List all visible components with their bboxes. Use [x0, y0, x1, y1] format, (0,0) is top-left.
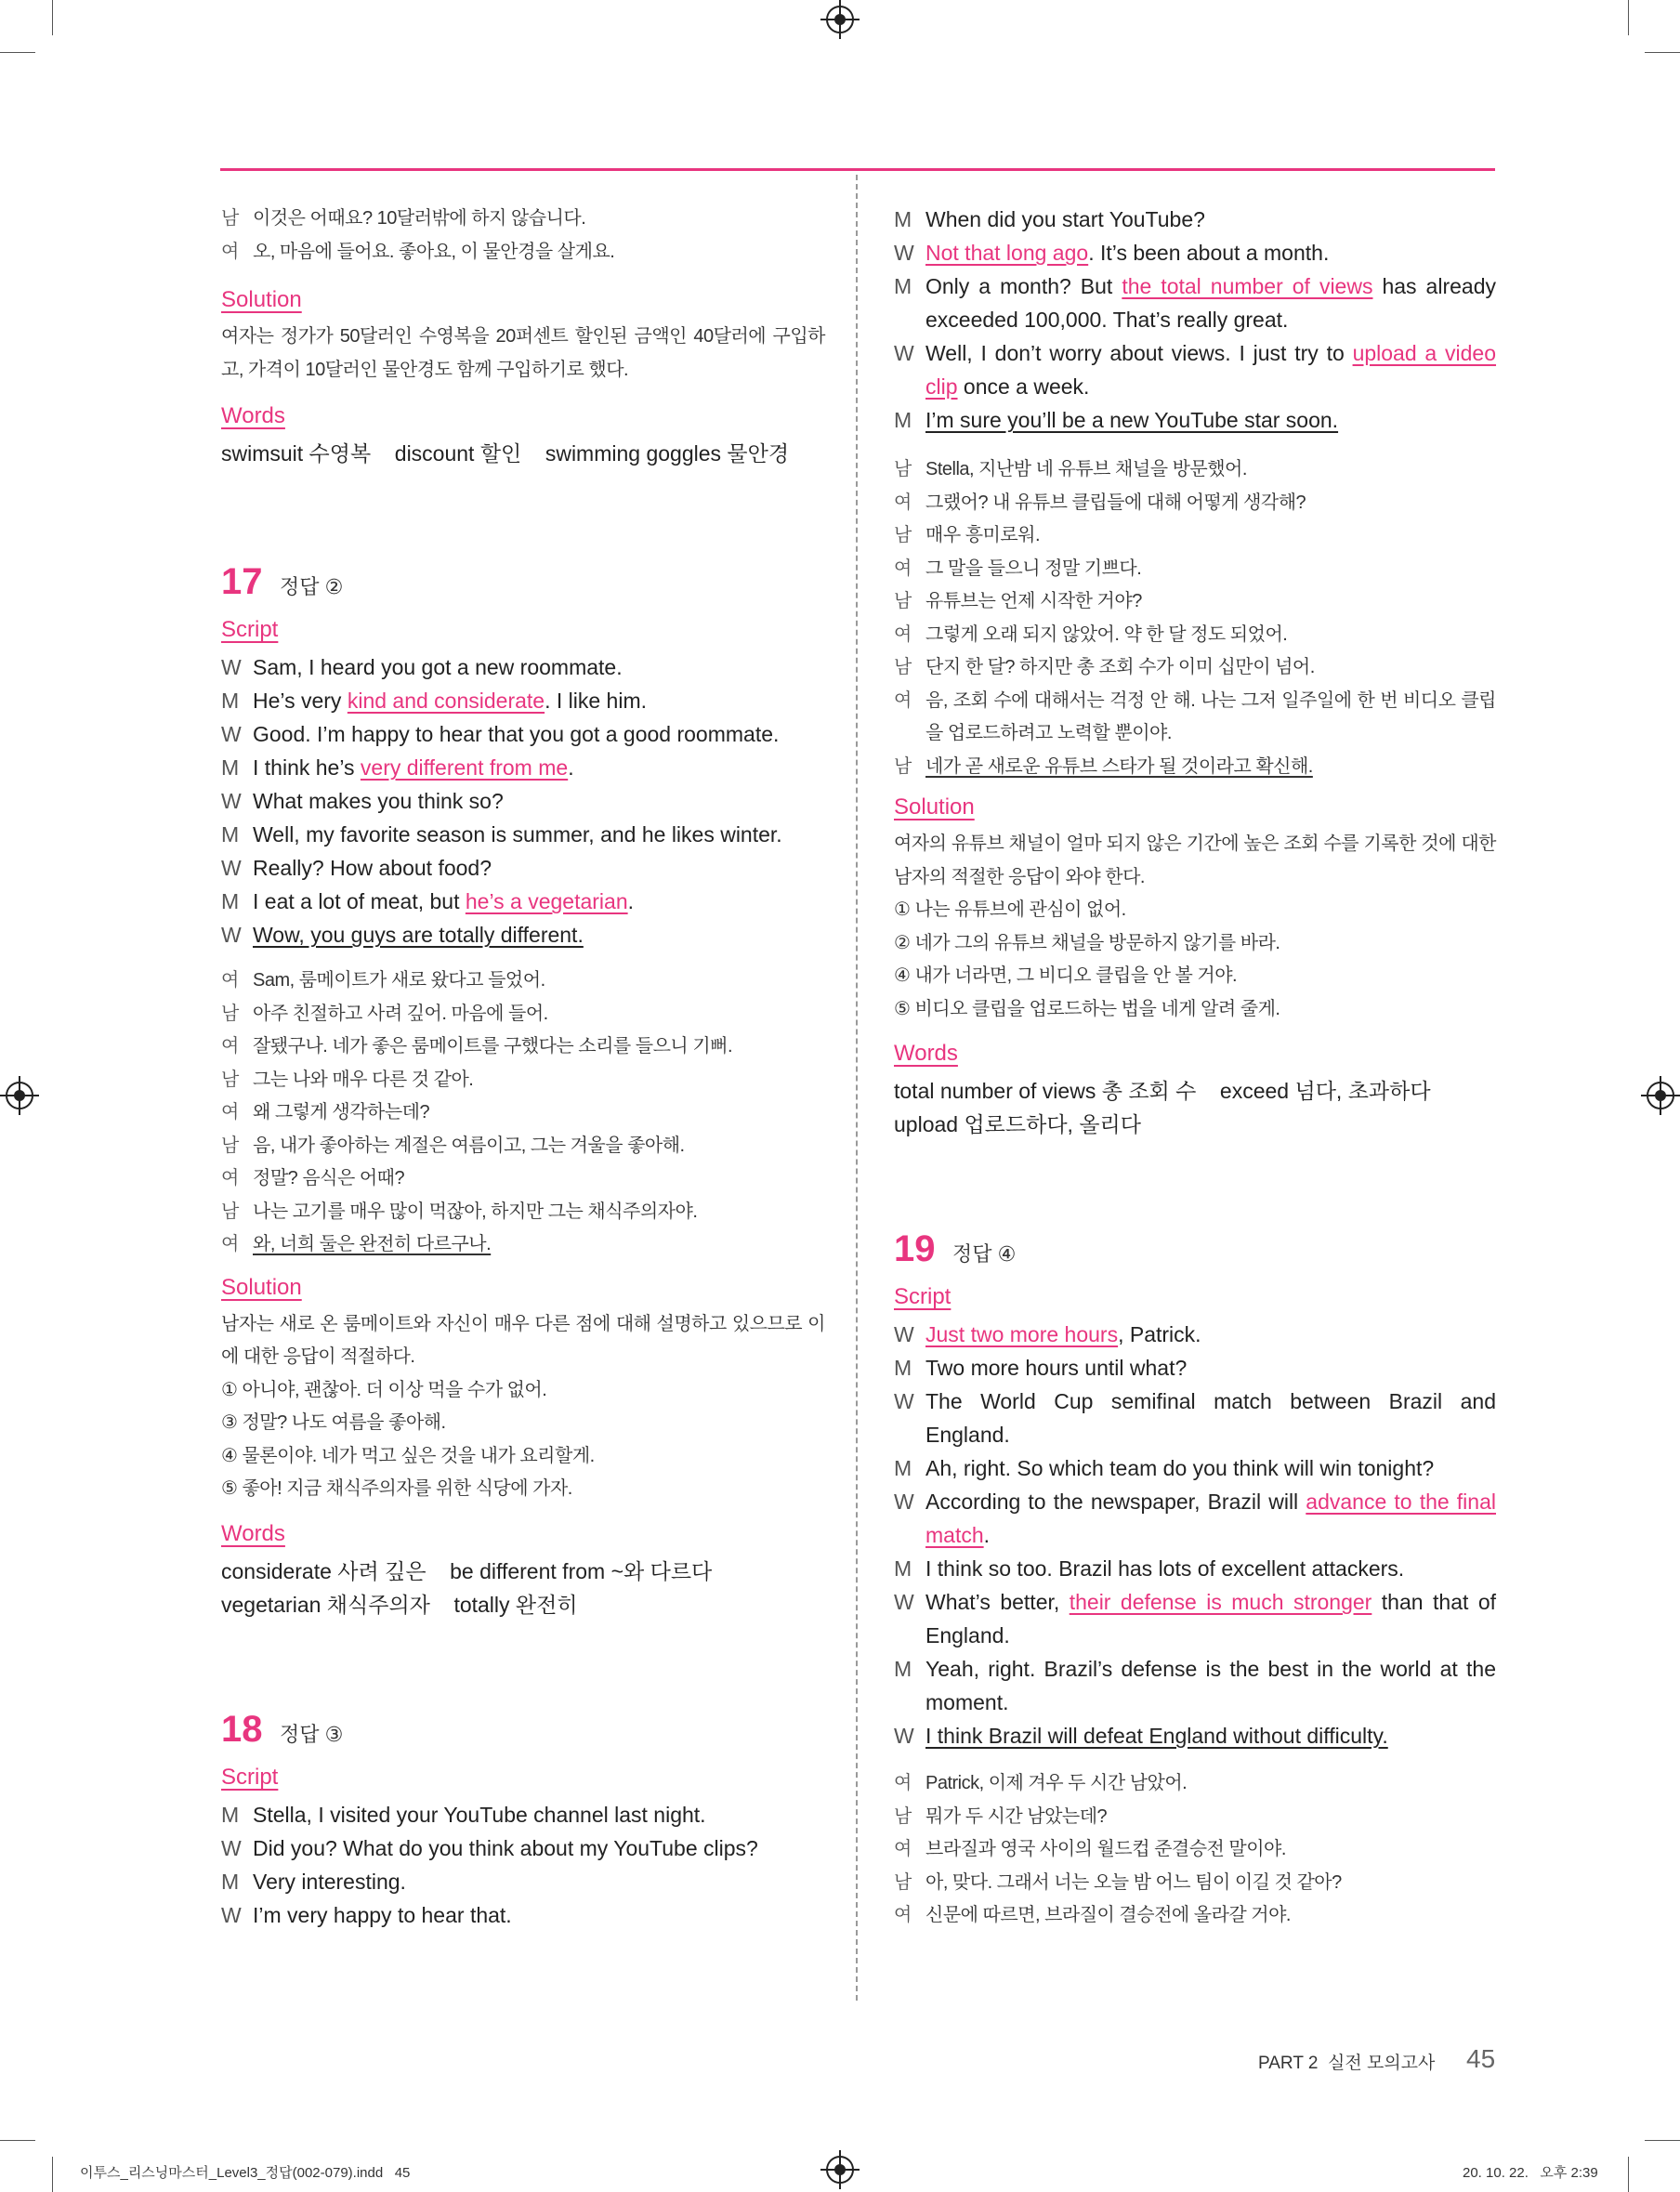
option-line: ① 아니야, 괜찮아. 더 이상 먹을 수가 없어. [221, 1379, 547, 1400]
script-line: W I’m very happy to hear that. [221, 1902, 512, 1927]
script-answer-line: M I’m sure you’ll be a new YouTube star soon. [894, 408, 1339, 432]
key-phrase: Not that long ago [925, 241, 1089, 265]
key-phrase: very different from me [360, 755, 569, 780]
registration-mark-icon [826, 6, 854, 33]
script-line: W Really? How about food? [221, 856, 492, 880]
script-line: M Well, my favorite season is summer, and he likes winter. [221, 822, 782, 847]
crop-mark [0, 52, 35, 53]
option-line: ⑤ 좋아! 지금 채식주의자를 위한 식당에 가자. [221, 1478, 572, 1499]
answer-label: 정답 ③ [280, 1722, 344, 1746]
q16-korean-tail [221, 203, 825, 269]
words-heading: Words [221, 1520, 285, 1546]
option-line: ⑤ 비디오 클립을 업로드하는 법을 네게 알려 줄게. [894, 998, 1280, 1019]
words-list: considerate 사려 깊은 be different from ~와 다르다 [221, 1558, 713, 1583]
script-line: M I think he’s very different from me. [221, 755, 574, 780]
words-list: swimsuit 수영복 discount 할인 swimming goggles 물안경 [221, 441, 790, 466]
korean-line: 남 이것은 어때요? 10달러밖에 하지 않습니다. [221, 208, 586, 229]
korean-line: 여 Patrick, 이제 겨우 두 시간 남았어. [894, 1773, 1188, 1793]
korean-line: 남 아주 친절하고 사려 깊어. 마음에 들어. [221, 1003, 548, 1024]
question-number: 19 [894, 1228, 936, 1269]
words-list: upload 업로드하다, 올리다 [894, 1112, 1141, 1136]
header-rule [220, 168, 1495, 171]
script-line: W Not that long ago. It’s been about a month. [894, 241, 1330, 265]
script-line: W What makes you think so? [221, 789, 504, 813]
words-list: vegetarian 채식주의자 totally 완전히 [221, 1592, 578, 1617]
script-line: M Stella, I visited your YouTube channel last night. [221, 1802, 706, 1827]
key-phrase: the total number of views [1122, 274, 1373, 298]
crop-mark [52, 2157, 53, 2192]
solution-heading: Solution [221, 287, 302, 312]
korean-line: 남 매우 흥미로워. [894, 525, 1041, 545]
korean-line: 남 단지 한 달? 하지만 총 조회 수가 이미 십만이 넘어. [894, 657, 1315, 677]
script-line: M He’s very kind and considerate. I like him. [221, 689, 648, 713]
script-line: M Yeah, right. Brazil’s defense is the best in the world at the moment. [894, 1657, 1496, 1714]
question-17-header [221, 561, 825, 613]
key-phrase: upload a video clip [925, 341, 1497, 399]
korean-line: 여 브라질과 영국 사이의 월드컵 준결승전 말이야. [894, 1839, 1286, 1859]
script-line: M Two more hours until what? [894, 1356, 1188, 1380]
registration-mark-icon [6, 1082, 33, 1109]
korean-line: 여 왜 그렇게 생각하는데? [221, 1102, 430, 1122]
question-number: 18 [221, 1708, 263, 1750]
question-18-header [221, 1709, 825, 1761]
question-19-header [894, 1228, 1496, 1280]
korean-line: 여 음, 조회 수에 대해서는 걱정 안 해. 나는 그저 일주일에 한 번 비디오 클립을 업로드하려고 노력할 뿐이야. [894, 689, 1496, 743]
q17-script [221, 650, 825, 952]
option-line: ① 나는 유튜브에 관심이 없어. [894, 899, 1126, 920]
page-number: 45 [1466, 2044, 1496, 2073]
korean-line: 남 유튜브는 언제 시작한 거야? [894, 591, 1142, 611]
korean-answer-line: 남 네가 곧 새로운 유튜브 스타가 될 것이라고 확신해. [894, 755, 1313, 777]
crop-mark [1645, 2140, 1680, 2141]
key-phrase: he’s a vegetarian [465, 889, 628, 913]
right-column [894, 203, 1496, 1933]
korean-line: 여 그렇게 오래 되지 않았어. 약 한 달 정도 되었어. [894, 623, 1288, 645]
korean-line: 남 나는 고기를 매우 많이 먹잖아, 하지만 그는 채식주의자야. [221, 1201, 698, 1222]
solution-text: 남자는 새로 온 룸메이트와 자신이 매우 다른 점에 대해 설명하고 있으므로 이에 대한 응답이 적절하다. [221, 1313, 825, 1367]
korean-line: 여 잘됐구나. 네가 좋은 룸메이트를 구했다는 소리를 들으니 기뻐. [221, 1036, 733, 1057]
key-phrase: advance to the final match [925, 1490, 1496, 1547]
q17-korean [221, 965, 825, 1262]
words-heading: Words [894, 1041, 958, 1066]
crop-mark [1645, 52, 1680, 53]
key-phrase: their defense is much stronger [1069, 1590, 1372, 1614]
option-line: ② 네가 그의 유튜브 채널을 방문하지 않기를 바라. [894, 932, 1280, 953]
script-line: W According to the newspaper, Brazil will advance to the final match. [894, 1490, 1496, 1547]
korean-line: 여 신문에 따르면, 브라질이 결승전에 올라갈 거야. [894, 1905, 1291, 1925]
q18-script-continued [894, 203, 1496, 437]
script-line: M I eat a lot of meat, but he’s a vegetarian. [221, 889, 635, 913]
script-line: M Only a month? But the total number of views has already exceeded 100,000. That’s really great. [894, 274, 1496, 332]
korean-line: 여 그 말을 들으니 정말 기쁘다. [894, 558, 1142, 579]
crop-mark [0, 2140, 35, 2141]
registration-mark-icon [826, 2156, 854, 2184]
print-slug-file: 이투스_리스닝마스터_Level3_정답(002-079).indd 45 [80, 2165, 411, 2181]
script-line: M Ah, right. So which team do you think will win tonight? [894, 1456, 1435, 1480]
script-heading: Script [894, 1284, 952, 1309]
korean-line: 남 그는 나와 매우 다른 것 같아. [221, 1069, 474, 1090]
korean-line: 남 아, 맞다. 그래서 너는 오늘 밤 어느 팀이 이길 것 같아? [894, 1871, 1342, 1893]
script-line: W Just two more hours, Patrick. [894, 1322, 1201, 1346]
column-divider [856, 175, 858, 2001]
answer-label: 정답 ④ [952, 1242, 1017, 1266]
solution-heading: Solution [221, 1274, 302, 1300]
script-line: W Did you? What do you think about my YouTube clips? [221, 1835, 758, 1860]
script-line: W Sam, I heard you got a new roommate. [221, 655, 623, 679]
script-line: W Good. I’m happy to hear that you got a good roommate. [221, 722, 780, 746]
crop-mark [1628, 2157, 1629, 2192]
script-answer-line: W Wow, you guys are totally different. [221, 923, 584, 947]
q19-korean [894, 1767, 1496, 1933]
solution-text: 여자는 정가가 50달러인 수영복을 20퍼센트 할인된 금액인 40달러에 구입하고, 가격이 10달러인 물안경도 함께 구입하기로 했다. [221, 326, 825, 380]
script-line: W The World Cup semifinal match between Brazil and England. [894, 1389, 1496, 1447]
script-heading: Script [221, 617, 279, 642]
script-line: W Well, I don’t worry about views. I just try to upload a video clip once a week. [894, 341, 1497, 399]
crop-mark [1628, 0, 1629, 35]
q18-script-start [221, 1798, 825, 1932]
korean-line: 남 음, 내가 좋아하는 계절은 여름이고, 그는 겨울을 좋아해. [221, 1135, 685, 1156]
answer-label: 정답 ② [280, 575, 344, 598]
option-line: ④ 물론이야. 네가 먹고 싶은 것을 내가 요리할게. [221, 1445, 595, 1466]
question-number: 17 [221, 561, 263, 602]
option-line: ④ 내가 너라면, 그 비디오 클립을 안 볼 거야. [894, 965, 1238, 986]
key-phrase: Just two more hours [925, 1322, 1119, 1346]
left-column [221, 203, 825, 1932]
script-line: W What’s better, their defense is much stronger than that of England. [894, 1590, 1497, 1647]
korean-line: 남 Stella, 지난밤 네 유튜브 채널을 방문했어. [894, 459, 1247, 479]
registration-mark-icon [1647, 1082, 1674, 1109]
script-line: M When did you start YouTube? [894, 207, 1205, 231]
words-heading: Words [221, 403, 285, 428]
korean-line: 여 오, 마음에 들어요. 좋아요, 이 물안경을 살게요. [221, 241, 615, 262]
korean-line: 남 뭐가 두 시간 남았는데? [894, 1805, 1108, 1827]
korean-line: 여 정말? 음식은 어때? [221, 1168, 405, 1188]
script-line: M I think so too. Brazil has lots of excellent attackers. [894, 1556, 1405, 1581]
solution-text: 여자의 유튜브 채널이 얼마 되지 않은 기간에 높은 조회 수를 기록한 것에 대한 남자의 적절한 응답이 와야 한다. [894, 833, 1496, 887]
script-line: M Very interesting. [221, 1869, 406, 1894]
korean-answer-line: 여 와, 너희 둘은 완전히 다르구나. [221, 1234, 492, 1254]
footer-section-label: PART 2 실전 모의고사 [1258, 2054, 1436, 2073]
solution-heading: Solution [894, 794, 975, 820]
korean-line: 여 Sam, 룸메이트가 새로 왔다고 들었어. [221, 970, 545, 991]
option-line: ③ 정말? 나도 여름을 좋아해. [221, 1412, 446, 1433]
crop-mark [52, 0, 53, 35]
q18-korean [894, 453, 1496, 783]
print-slug-date: 20. 10. 22. 오후 2:39 [1463, 2165, 1598, 2181]
q19-script [894, 1318, 1496, 1752]
korean-line: 여 그랬어? 내 유튜브 클립들에 대해 어떻게 생각해? [894, 492, 1306, 513]
key-phrase: kind and considerate [347, 689, 545, 713]
script-heading: Script [221, 1764, 279, 1790]
words-list: total number of views 총 조회 수 exceed 넘다, 초과하다 [894, 1079, 1431, 1103]
script-answer-line: W I think Brazil will defeat England without difficulty. [894, 1724, 1388, 1748]
